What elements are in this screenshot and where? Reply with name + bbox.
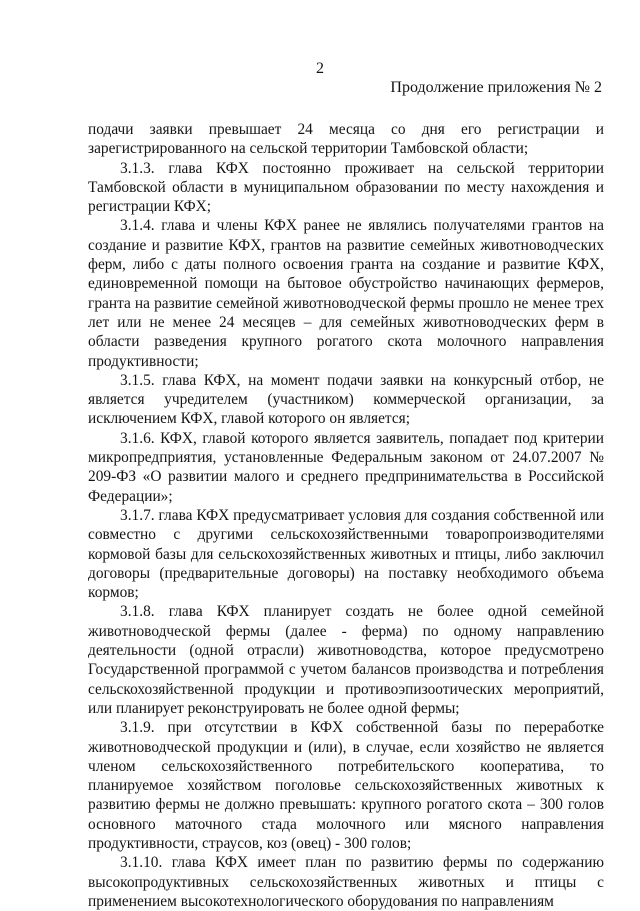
appendix-continuation-header: Продолжение приложения № 2 [390, 79, 602, 96]
paragraph-3-1-10: 3.1.10. глава КФХ имеет план по развитию фермы по содержанию высокопродуктивных сельскохозяйственных животных и птицы с применением высокотехнологического оборудования по направлениям [88, 854, 604, 910]
paragraph-3-1-5: 3.1.5. глава КФХ, на момент подачи заявки на конкурсный отбор, не является учредителем (участником) коммерческой организации, за исключением КФХ, главой которого он является; [88, 371, 604, 428]
paragraph-3-1-9: 3.1.9. при отсутствии в КФХ собственной базы по переработке животноводческой продукции и (или), в случае, если хозяйство не является членом сельскохозяйственного потребительского кооператива, то планируемое хозяйством поголовье сельскохозяйственных животных к развитию фермы не должно превышать: крупного рогатого скота – 300 голов основного маточного стада молочного или мясного направления продуктивности, страусов, коз (овец) - 300 голов; [88, 719, 604, 852]
paragraph-3-1-6: 3.1.6. КФХ, главой которого является заявитель, попадает под критерии микропредприятия, установленные Федеральным законом от 24.07.2007 № 209-ФЗ «О развитии малого и среднего предпринимательства в Российской Федерации»; [88, 429, 604, 505]
paragraph-3-1-7: 3.1.7. глава КФХ предусматривает условия для создания собственной или совместно с другими сельскохозяйственными товаропроизводителями кормовой базы для сельскохозяйственных животных и птицы, либо заключил договоры (предварительные договоры) на поставку необходимого объема кормов; [88, 506, 604, 602]
document-body [88, 120, 604, 911]
paragraph-3-1-3: 3.1.3. глава КФХ постоянно проживает на сельской территории Тамбовской области в муниципальном образовании по месту нахождения и регистрации КФХ; [88, 159, 604, 216]
paragraph-3-1-4: 3.1.4. глава и члены КФХ ранее не являлись получателями грантов на создание и развитие КФХ, грантов на развитие семейных животноводческих ферм, либо с даты полного освоения гранта на создание и развитие КФХ, единовременной помощи на бытовое обустройство начинающих фермеров, гранта на развитие семейной животноводческой фермы прошло не менее трех лет или не менее 24 месяцев – для семейных животноводческих ферм в области разведения крупного рогатого скота молочного направления продуктивности; [88, 217, 604, 370]
paragraph-3-1-8: 3.1.8. глава КФХ планирует создать не более одной семейной животноводческой фермы (далее - ферма) по одному направлению деятельности (одной отрасли) животноводства, которое предусмотрено Государственной программой с учетом балансов производства и потребления сельскохозяйственной продукции и противоэпизоотических мероприятий, или планирует реконструировать не более одной фермы; [88, 603, 604, 717]
paragraph-continuation: подачи заявки превышает 24 месяца со дня его регистрации и зарегистрированного на сельской территории Тамбовской области; [88, 121, 604, 158]
page-number: 2 [316, 60, 324, 77]
